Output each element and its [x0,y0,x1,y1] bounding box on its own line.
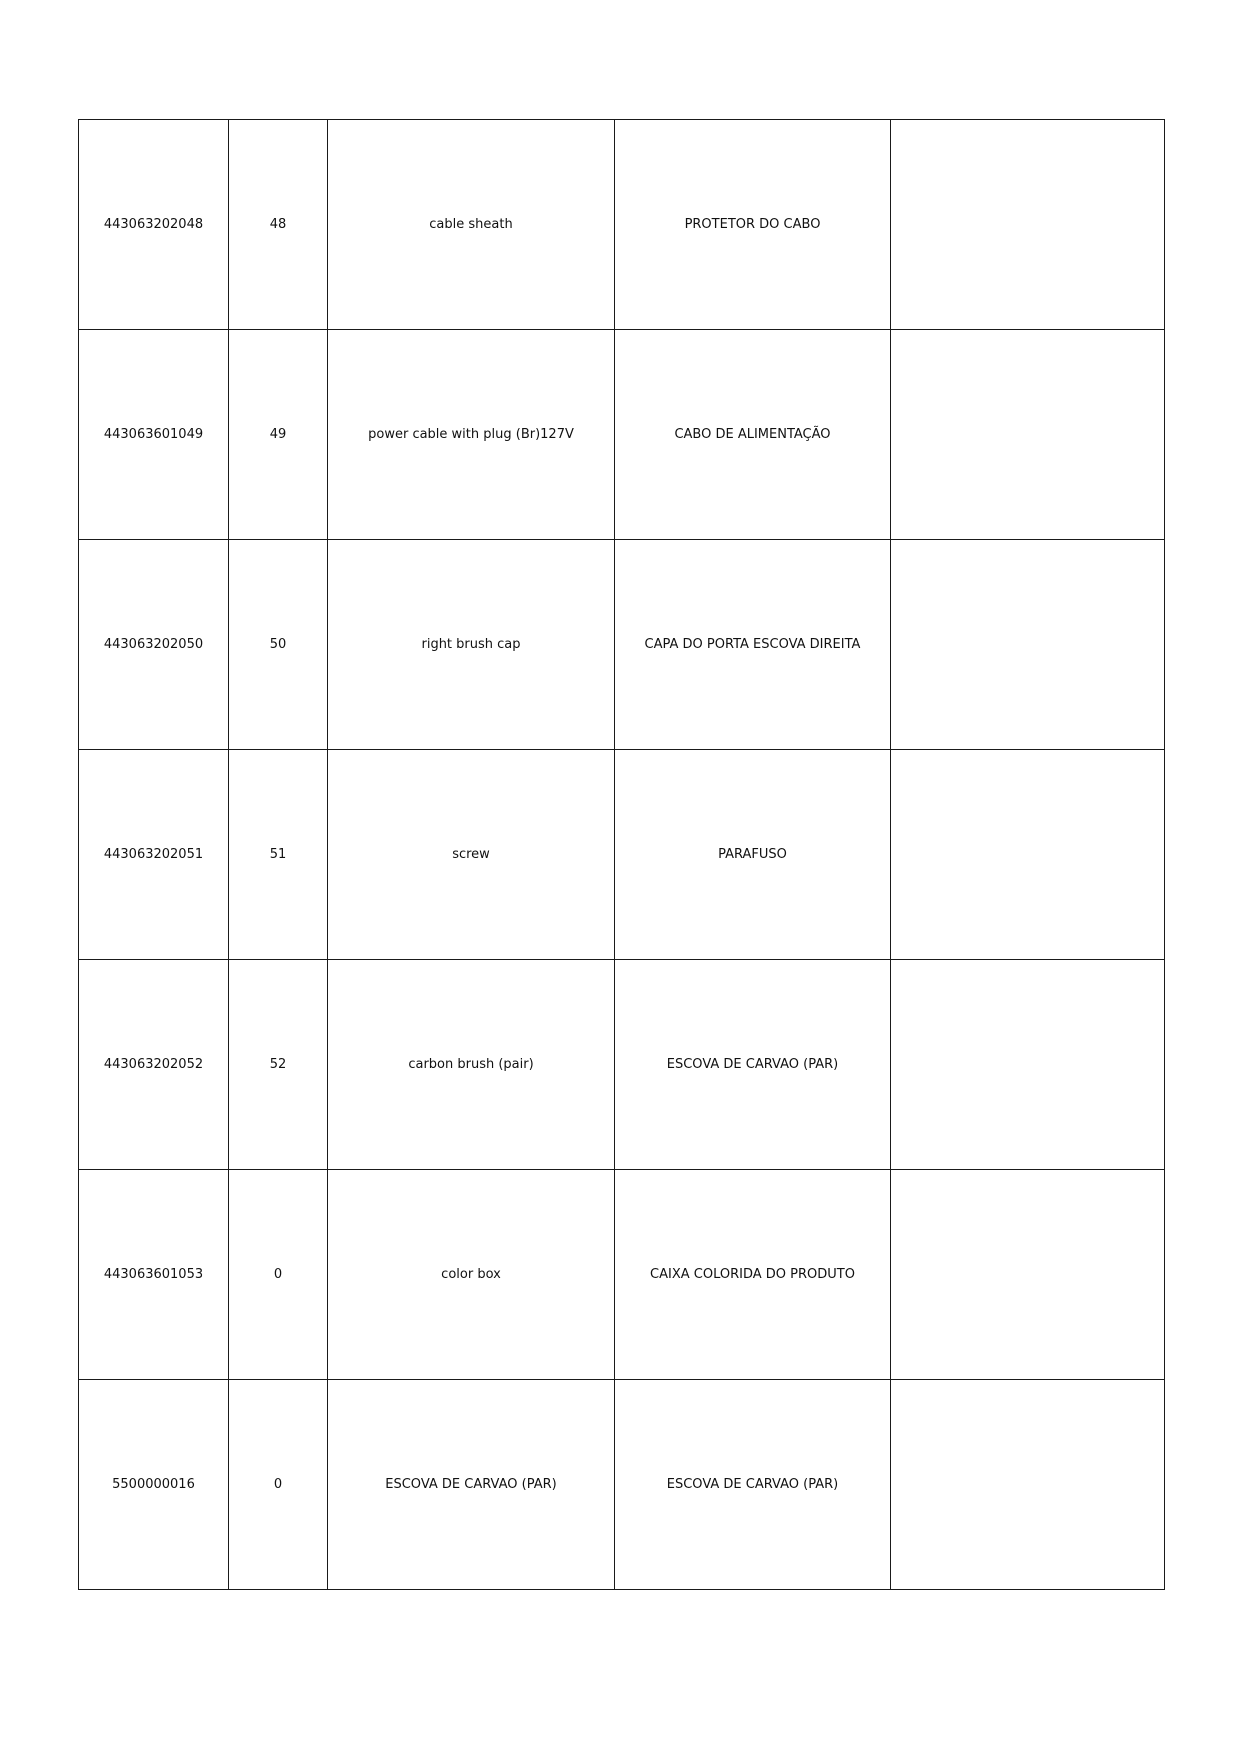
description-en-cell: cable sheath [328,120,615,330]
position-cell: 48 [229,120,328,330]
parts-table [78,119,1165,1590]
description-pt-cell: PARAFUSO [615,750,891,960]
position-cell: 0 [229,1380,328,1590]
position-cell: 0 [229,1170,328,1380]
part-code-cell: 443063202051 [79,750,229,960]
notes-cell [891,1170,1165,1380]
description-en-cell: screw [328,750,615,960]
notes-cell [891,330,1165,540]
description-en-cell: power cable with plug (Br)127V [328,330,615,540]
table-row [79,1170,1165,1380]
description-en-cell: ESCOVA DE CARVAO (PAR) [328,1380,615,1590]
part-code-cell: 443063202048 [79,120,229,330]
description-pt-cell: ESCOVA DE CARVAO (PAR) [615,960,891,1170]
part-code-cell: 5500000016 [79,1380,229,1590]
table-row [79,1380,1165,1590]
table-row [79,750,1165,960]
part-code-cell: 443063202052 [79,960,229,1170]
notes-cell [891,750,1165,960]
description-en-cell: color box [328,1170,615,1380]
description-pt-cell: CAIXA COLORIDA DO PRODUTO [615,1170,891,1380]
position-cell: 52 [229,960,328,1170]
description-pt-cell: ESCOVA DE CARVAO (PAR) [615,1380,891,1590]
table-row [79,960,1165,1170]
notes-cell [891,120,1165,330]
description-pt-cell: PROTETOR DO CABO [615,120,891,330]
table-row [79,330,1165,540]
position-cell: 49 [229,330,328,540]
description-en-cell: right brush cap [328,540,615,750]
position-cell: 50 [229,540,328,750]
part-code-cell: 443063202050 [79,540,229,750]
description-en-cell: carbon brush (pair) [328,960,615,1170]
description-pt-cell: CAPA DO PORTA ESCOVA DIREITA [615,540,891,750]
table-row [79,120,1165,330]
part-code-cell: 443063601049 [79,330,229,540]
table-row [79,540,1165,750]
notes-cell [891,960,1165,1170]
part-code-cell: 443063601053 [79,1170,229,1380]
notes-cell [891,1380,1165,1590]
notes-cell [891,540,1165,750]
description-pt-cell: CABO DE ALIMENTAÇÃO [615,330,891,540]
position-cell: 51 [229,750,328,960]
